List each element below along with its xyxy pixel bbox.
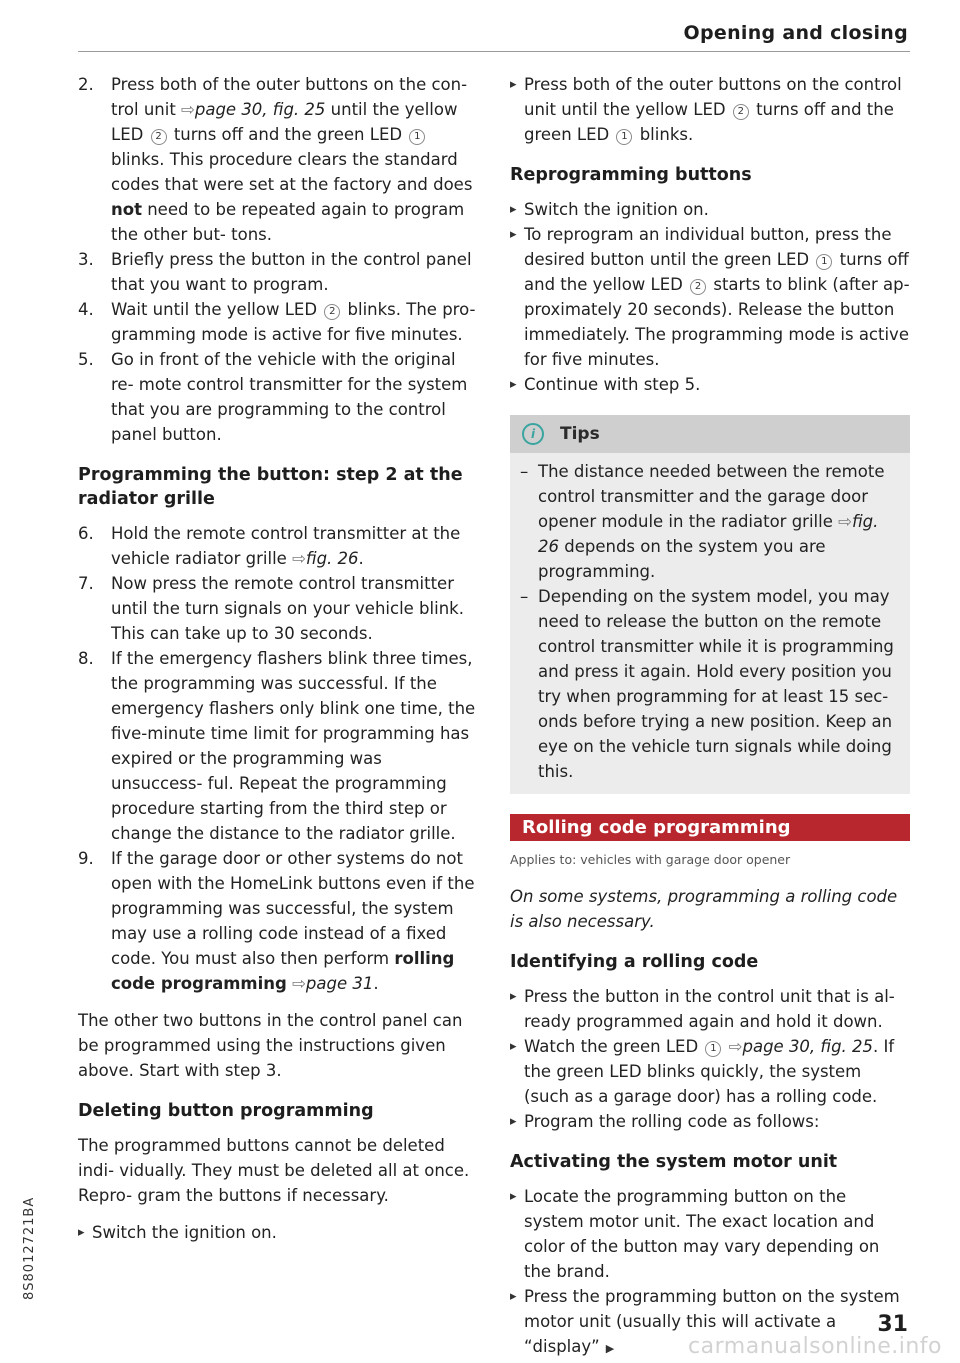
bullet-ignition-on: ▸ Switch the ignition on. — [510, 197, 910, 222]
led-2-icon: 2 — [733, 104, 749, 120]
led-1-icon: 1 — [816, 254, 832, 270]
tip-item: – Depending on the system model, you may need to release the button on the remote control transmitter while it is programming and press it again. Hold every position you try when programming for at least 15 sec- onds before trying a new position. Keep an eye on the vehicle turn signals while doing this. — [520, 587, 894, 781]
xref-arrow-icon: ⇨ — [292, 549, 306, 568]
bullet-press-control-unit: ▸ Press the button in the control unit that is al- ready programmed again and hold it down. — [510, 984, 910, 1034]
bullet-press-outer: ▸ Press both of the outer buttons on the control unit until the yellow LED 2 turns off and the green LED 1 blinks. — [510, 72, 910, 147]
bullet-watch-led: ▸ Watch the green LED 1 ⇨page 30, fig. 25. If the green LED blinks quickly, the system (such as a garage door) has a rolling code. — [510, 1034, 910, 1109]
step-number: 2. — [78, 75, 94, 94]
heading-activating: Activating the system motor unit — [510, 1152, 838, 1172]
cross-reference-link[interactable]: fig. 26 — [538, 512, 879, 556]
step-4: 4. Wait until the yellow LED 2 blinks. The pro- gramming mode is active for five minutes. — [78, 300, 476, 344]
right-column — [510, 72, 910, 1361]
bullet-switch-ignition: ▸ Switch the ignition on. — [78, 1220, 478, 1245]
document-code: 8S8012721BA — [22, 1196, 37, 1300]
step-9: 9. If the garage door or other systems do not open with the HomeLink buttons even if the programming was successful, the system may use a rolling code instead of a fixed code. You must also then perform rolling code programming ⇨page 31. — [78, 849, 475, 993]
left-column — [78, 72, 478, 1245]
xref-arrow-icon: ⇨ — [728, 1037, 743, 1056]
cross-reference-link[interactable]: page 30, fig. 25 — [742, 1037, 874, 1056]
led-2-icon: 2 — [324, 304, 340, 320]
heading-identifying: Identifying a rolling code — [510, 952, 759, 972]
step-8: 8. If the emergency flashers blink three times, the programming was successful. If the emergency flashers only blink one time, the five-minute time limit for programming has expired or the programming was unsuccess- ful. Repeat the programming procedure starting from the third step or change the distance to the radiator grille. — [78, 649, 476, 843]
xref-arrow-icon: ⇨ — [292, 974, 306, 993]
step-3: 3. Briefly press the button in the control panel that you want to program. — [78, 250, 472, 294]
led-2-icon: 2 — [690, 279, 706, 295]
header-divider — [78, 51, 910, 52]
bullet-locate-button: ▸ Locate the programming button on the system motor unit. The exact location and color of the button may vary depending on the brand. — [510, 1184, 910, 1284]
heading-reprogramming: Reprogramming buttons — [510, 165, 752, 185]
heading-step2-radiator: Programming the button: step 2 at the radiator grille — [78, 465, 463, 509]
info-icon: i — [522, 423, 544, 445]
tip-item: – The distance needed between the remote control transmitter and the garage door opener module in the radiator grille ⇨fig. 26 depends on the system you are programming. — [520, 462, 885, 581]
continue-arrow-icon: ▶ — [605, 1342, 615, 1355]
bullet-continue-step5: ▸ Continue with step 5. — [510, 372, 910, 397]
rolling-code-section-title: Rolling code programming — [510, 814, 910, 841]
watermark: carmanualsonline.info — [688, 1334, 942, 1359]
tips-header — [510, 415, 910, 453]
tips-box — [510, 415, 910, 794]
tips-list — [510, 453, 910, 784]
page-number: 31 — [877, 1312, 908, 1337]
step-5: 5. Go in front of the vehicle with the original re- mote control transmitter for the system that you are programming to the control panel button. — [78, 350, 468, 444]
led-1-icon: 1 — [409, 129, 425, 145]
step-7: 7. Now press the remote control transmitter until the turn signals on your vehicle blink. This can take up to 30 seconds. — [78, 574, 464, 643]
paragraph-other-buttons: The other two buttons in the control panel can be programmed using the instructions given above. Start with step 3. — [78, 1011, 463, 1080]
xref-arrow-icon: ⇨ — [838, 512, 852, 531]
bullet-press-programming: ▸ Press the programming button on the system motor unit (usually this will activate a “display” ▶ — [510, 1284, 910, 1361]
rolling-code-intro: On some systems, programming a rolling code is also necessary. — [510, 887, 898, 931]
bullet-program-rolling: ▸ Program the rolling code as follows: — [510, 1109, 910, 1134]
step-6: 6. Hold the remote control transmitter at the vehicle radiator grille ⇨fig. 26. — [78, 524, 461, 568]
led-1-icon: 1 — [616, 129, 632, 145]
heading-deleting: Deleting button programming — [78, 1101, 374, 1121]
led-1-icon: 1 — [705, 1041, 721, 1057]
cross-reference-link[interactable]: page 31 — [305, 974, 374, 993]
cross-reference-link[interactable]: page 30, fig. 25 — [194, 100, 326, 119]
paragraph-deleting: The programmed buttons cannot be deleted indi- vidually. They must be deleted all at once. Repro- gram the buttons if necessary. — [78, 1136, 470, 1205]
section-title: Opening and closing — [683, 22, 908, 44]
led-2-icon: 2 — [151, 129, 167, 145]
bullet-reprogram-individual: ▸ To reprogram an individual button, press the desired button until the green LED 1 turns off and the yellow LED 2 starts to blink (after ap- proximately 20 seconds). Release the button immediately. The programming mode is active for five minutes. — [510, 222, 910, 372]
xref-arrow-icon: ⇨ — [181, 100, 195, 119]
cross-reference-link[interactable]: fig. 26 — [305, 549, 359, 568]
step-2: 2. Press both of the outer buttons on the con- trol unit ⇨page 30, fig. 25 until the yellow LED 2 turns off and the green LED 1 blinks. This procedure clears the standard codes that were set at the factory and does not need to be repeated again to program the other but- tons. — [78, 72, 478, 247]
tips-label: Tips — [560, 423, 600, 444]
applies-to: Applies to: vehicles with garage door opener — [510, 852, 791, 867]
